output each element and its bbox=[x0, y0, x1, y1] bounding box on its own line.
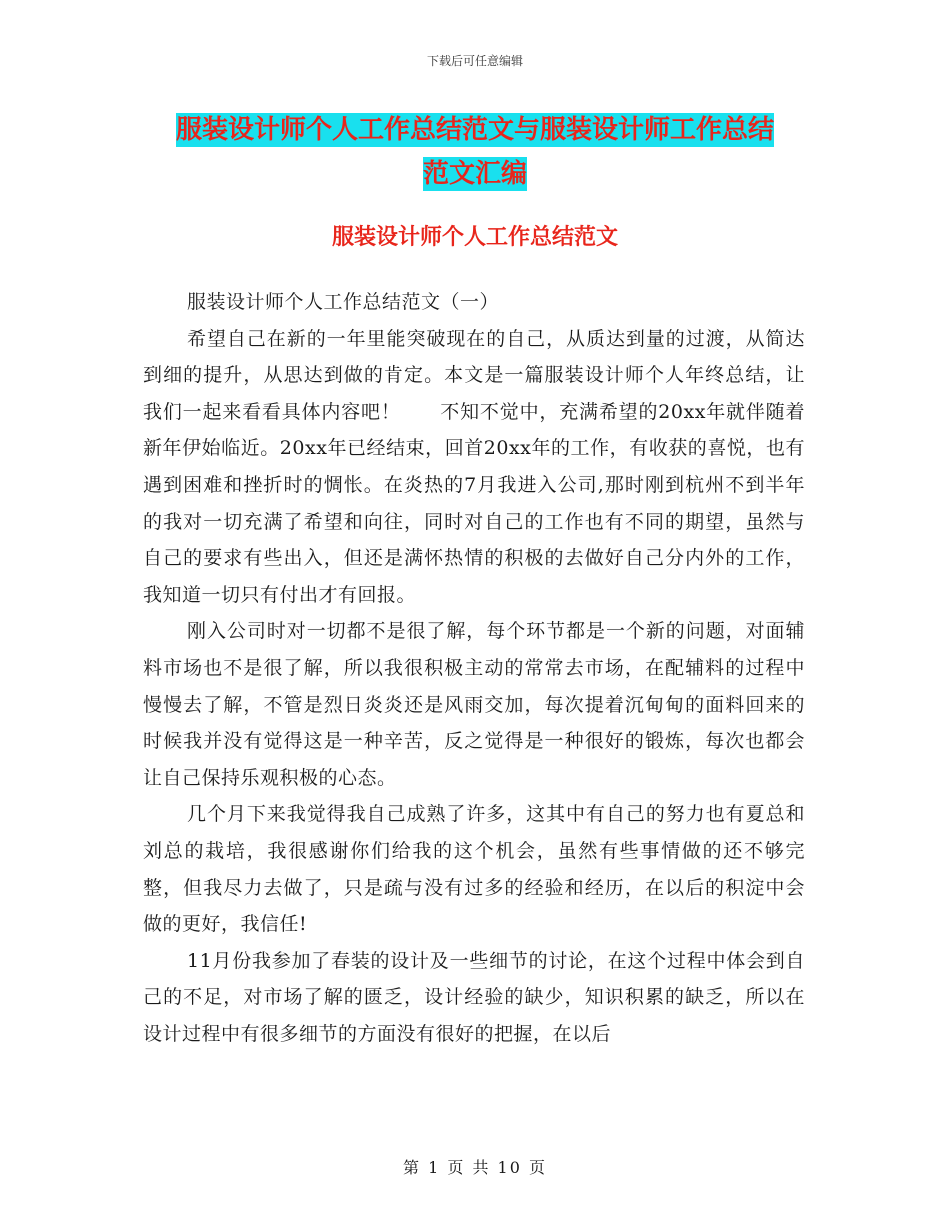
document-title-line-1: 服装设计师个人工作总结范文与服装设计师工作总结 bbox=[175, 115, 774, 145]
page-header-note: 下载后可任意编辑 bbox=[426, 54, 523, 68]
document-title bbox=[140, 108, 810, 196]
page-number-footer: 第 1 页 共 10 页 bbox=[403, 1158, 547, 1177]
document-body bbox=[143, 284, 805, 1052]
document-title-line-2: 范文汇编 bbox=[422, 159, 527, 189]
document-subtitle: 服装设计师个人工作总结范文 bbox=[331, 225, 618, 250]
body-paragraph: 11月份我参加了春装的设计及一些细节的讨论，在这个过程中体会到自己的不足，对市场了解的匮乏，设计经验的缺少，知识积累的缺乏，所以在设计过程中有很多细节的方面没有很好的把握，在以后 bbox=[143, 949, 805, 1045]
body-paragraph: 刚入公司时对一切都不是很了解，每个环节都是一个新的问题，对面辅料市场也不是很了解，所以我很积极主动的常常去市场，在配辅料的过程中慢慢去了解，不管是烈日炎炎还是风雨交加，每次提着沉甸甸的面料回来的时候我并没有觉得这是一种辛苦，反之觉得是一种很好的锻炼，每次也都会让自己保持乐观积极的心态。 bbox=[143, 620, 805, 789]
body-paragraph: 几个月下来我觉得我自己成熟了许多，这其中有自己的努力也有夏总和刘总的栽培，我很感谢你们给我的这个机会，虽然有些事情做的还不够完整，但我尽力去做了，只是疏与没有过多的经验和经历，在以后的积淀中会做的更好，我信任! bbox=[143, 803, 805, 936]
body-paragraph: 希望自己在新的一年里能突破现在的自己，从质达到量的过渡，从简达到细的提升，从思达到做的肯定。本文是一篇服装设计师个人年终总结，让我们一起来看看具体内容吧！ 不知不觉中，充满希望的20xx年就伴随着新年伊始临近。20xx年已经结束，回首20xx年的工作，有收获的喜悦，也有遇到困难和挫折时的惆怅。在炎热的7月我进入公司,那时刚到杭州不到半年的我对一切充满了希望和向往，同时对自己的工作也有不同的期望，虽然与自己的要求有些出入，但还是满怀热情的积极的去做好自己分内外的工作，我知道一切只有付出才有回报。 bbox=[143, 327, 805, 606]
body-paragraph-heading: 服装设计师个人工作总结范文（一） bbox=[187, 291, 500, 313]
